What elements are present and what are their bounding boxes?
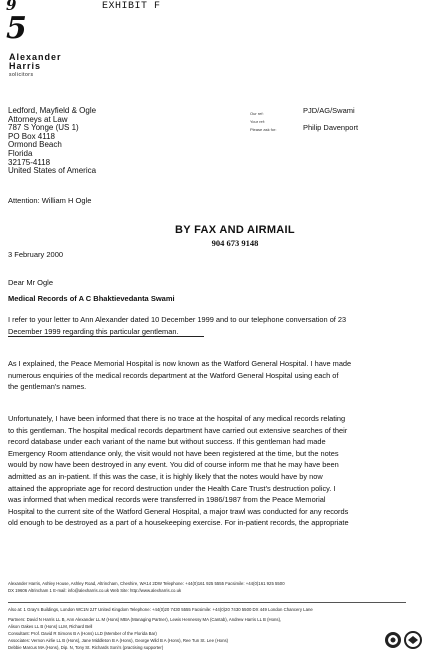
address-line: 787 S Yonge (US 1) xyxy=(8,123,79,133)
paragraph-line: to this gentleman. The hospital medical records department have carried out extensive searches of their xyxy=(8,425,348,435)
address-line: PO Box 4118 xyxy=(8,131,55,141)
salutation: Dear Mr Ogle xyxy=(8,278,54,287)
firm-name-line2: Harris xyxy=(9,61,42,71)
address-line: Attorneys at Law xyxy=(8,114,68,124)
exhibit-label: EXHIBIT F xyxy=(102,1,161,12)
paragraph-line: old enough to be destroyed as a part of a housekeeping exercise. For in-patient records, the appropriate xyxy=(8,518,349,528)
paragraph-line: the gentleman's names. xyxy=(8,382,87,392)
accreditation-seals xyxy=(384,630,424,650)
our-ref-value: PJD/AG/Swami xyxy=(303,106,355,115)
paragraph-1 xyxy=(8,314,408,337)
paragraph-line: December 1999 regarding this particular gentleman. xyxy=(8,326,179,336)
firm-name-line1: Alexander xyxy=(9,52,62,62)
footer-line: Consultant: Prof. David R Simons B A (Hons) LLD (Member of the Florida Bar) xyxy=(8,631,157,636)
accreditation-seal-icon xyxy=(385,632,401,648)
contact-name: Philip Davenport xyxy=(303,123,359,133)
footer-line: Alexander Harris, Ashley House, Ashley Road, Altrincham, Cheshire, WA14 2DW Telephone: +44(0)161 925 5555 Facsimile: +44(0)161 925 5500 xyxy=(8,581,285,586)
paragraph-line: numerous enquiries of the medical records department at the Watford General Hospital using each of xyxy=(8,370,339,380)
address-line: Ledford, Mayfield & Ogle xyxy=(8,106,97,115)
paragraph-line: Unfortunately, I have been informed that there is no trace at the hospital of any medical records relating xyxy=(8,414,346,423)
paragraph-line: was informed that when medical records were transferred in 1986/1987 from the Peace Memorial xyxy=(8,495,326,505)
address-line: 32175-4118 xyxy=(8,157,51,167)
reference-values xyxy=(303,107,358,133)
paragraph-line: As I explained, the Peace Memorial Hospital is now known as the Watford General Hospital. I have made xyxy=(8,359,352,368)
address-line: Florida xyxy=(8,148,33,158)
footer-partners xyxy=(8,616,281,651)
footer-line: DX 19606 Altrincham 1 E-mail: info@alexharris.co.uk Web Site: http://www.alexharris.co.uk xyxy=(8,588,182,593)
paragraph-line: Hospital to the current site of the Watford General Hospital, a major trawl was conducted for any records xyxy=(8,506,349,516)
delivery-method: BY FAX AND AIRMAIL xyxy=(175,224,295,236)
paragraph-line: would by now have been destroyed in any event. You did of course inform me that he may have been xyxy=(8,460,339,470)
handwritten-underline xyxy=(8,336,204,337)
paragraph-line: Emergency Room attendance only, the visit would not have been registered at the time, but the notes xyxy=(8,448,339,458)
paragraph-3 xyxy=(8,413,408,529)
reference-labels xyxy=(250,110,276,134)
footer-line: Associates: Vernon Airlie LL B (Hons), Jane Middleton B A (Hons), George Wild B A (Hons), Ree Tun St. Lee (Hons) xyxy=(8,638,229,643)
handwritten-number: 9 xyxy=(6,0,17,14)
paragraph-line: attained the appropriate age for record destruction under the Health Care Trust's destruction policy. I xyxy=(8,483,336,493)
address-line: Ormond Beach xyxy=(8,140,62,150)
letter-date: 3 February 2000 xyxy=(8,250,64,259)
paragraph-2 xyxy=(8,358,408,393)
footer-line: Alison Oakes LL B (Hons) LLM, Richard Bell xyxy=(8,624,93,629)
paragraph-line: I refer to your letter to Ann Alexander dated 10 December 1999 and to our telephone conversation of 23 xyxy=(8,315,347,324)
our-ref-label: Our ref: xyxy=(250,111,264,116)
ask-for-label: Please ask for: xyxy=(250,127,277,132)
footer-contact xyxy=(8,580,285,594)
footer-london-office: Also at: 1 Gray's Buildings, London WC1N 2JT United Kingdom Telephone: +44(0)20 7430 5555 Facsimile: +44(0)20 7430 5500 DX 449 London Chancery Lane xyxy=(8,607,313,612)
footer-divider xyxy=(8,602,406,603)
firm-tagline: solicitors xyxy=(9,72,34,78)
firm-logo xyxy=(9,53,62,80)
attention-line: Attention: William H Ogle xyxy=(8,196,92,205)
recipient-address xyxy=(8,107,96,176)
quality-mark-icon xyxy=(405,632,421,648)
your-ref-label: Your ref: xyxy=(250,119,265,124)
handwritten-mark: 5 xyxy=(6,11,27,46)
fax-number: 904 673 9148 xyxy=(211,238,259,248)
footer-line: Partners: David N Harris LL B, Ann Alexander LL M (Hons) MBA (Managing Partner), Lewis Hennessy MA (Cantab), Andrew Harris LL B (Hons), xyxy=(8,617,282,622)
paragraph-line: record database under each variant of the name but without success. If this gentleman had made xyxy=(8,437,326,447)
paragraph-line: admitted as an in-patient. If this was the case, it is highly likely that the notes would have by now xyxy=(8,471,323,481)
subject-line: Medical Records of A C Bhaktievedanta Swami xyxy=(8,294,175,303)
footer-line: Debbie Marcus MA (Hons), Dip. N, Tony St. Richards Soni's (practising supporter) xyxy=(8,645,164,650)
address-line: United States of America xyxy=(8,166,97,176)
